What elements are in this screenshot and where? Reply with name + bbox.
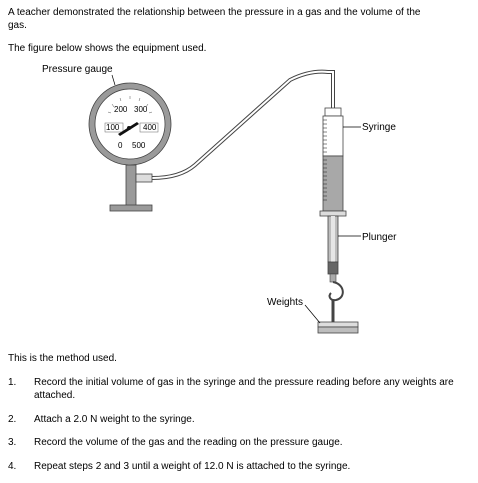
step-number: 1. <box>8 377 17 388</box>
method-heading: This is the method used. <box>8 353 117 364</box>
label-weights: Weights <box>267 297 303 308</box>
step-number: 2. <box>8 414 17 425</box>
gauge-tick-200: 200 <box>114 105 128 114</box>
step-text: Attach a 2.0 N weight to the syringe. <box>34 414 195 425</box>
leader-pressure-gauge <box>112 75 115 85</box>
step-number: 4. <box>8 461 17 472</box>
label-plunger: Plunger <box>362 232 397 243</box>
gauge-tick-300: 300 <box>134 105 148 114</box>
pressure-gauge <box>89 83 171 165</box>
syringe <box>320 108 346 216</box>
label-syringe: Syringe <box>362 122 396 133</box>
gauge-tick-500: 500 <box>132 141 146 150</box>
equipment-figure <box>0 58 478 343</box>
step-text: Record the volume of the gas and the reading on the pressure gauge. <box>34 437 343 448</box>
gauge-stand <box>110 165 152 211</box>
figure-caption: The figure below shows the equipment used. <box>8 43 207 54</box>
leader-weights <box>305 305 320 323</box>
connecting-tube <box>152 72 333 178</box>
weights <box>318 282 358 333</box>
intro-text: A teacher demonstrated the relationship between the pressure in a gas and the volume of the gas. <box>8 7 421 31</box>
gauge-tick-100: 100 <box>106 123 120 132</box>
step-text: Repeat steps 2 and 3 until a weight of 12.0 N is attached to the syringe. <box>34 461 351 472</box>
step-number: 3. <box>8 437 17 448</box>
step-text: Record the initial volume of gas in the syringe and the pressure reading before any weights are attached. <box>34 377 454 401</box>
plunger <box>328 216 338 282</box>
gauge-tick-400: 400 <box>143 123 157 132</box>
syringe-scale <box>323 120 327 200</box>
label-pressure-gauge: Pressure gauge <box>42 64 113 75</box>
gauge-tick-0: 0 <box>118 141 123 150</box>
